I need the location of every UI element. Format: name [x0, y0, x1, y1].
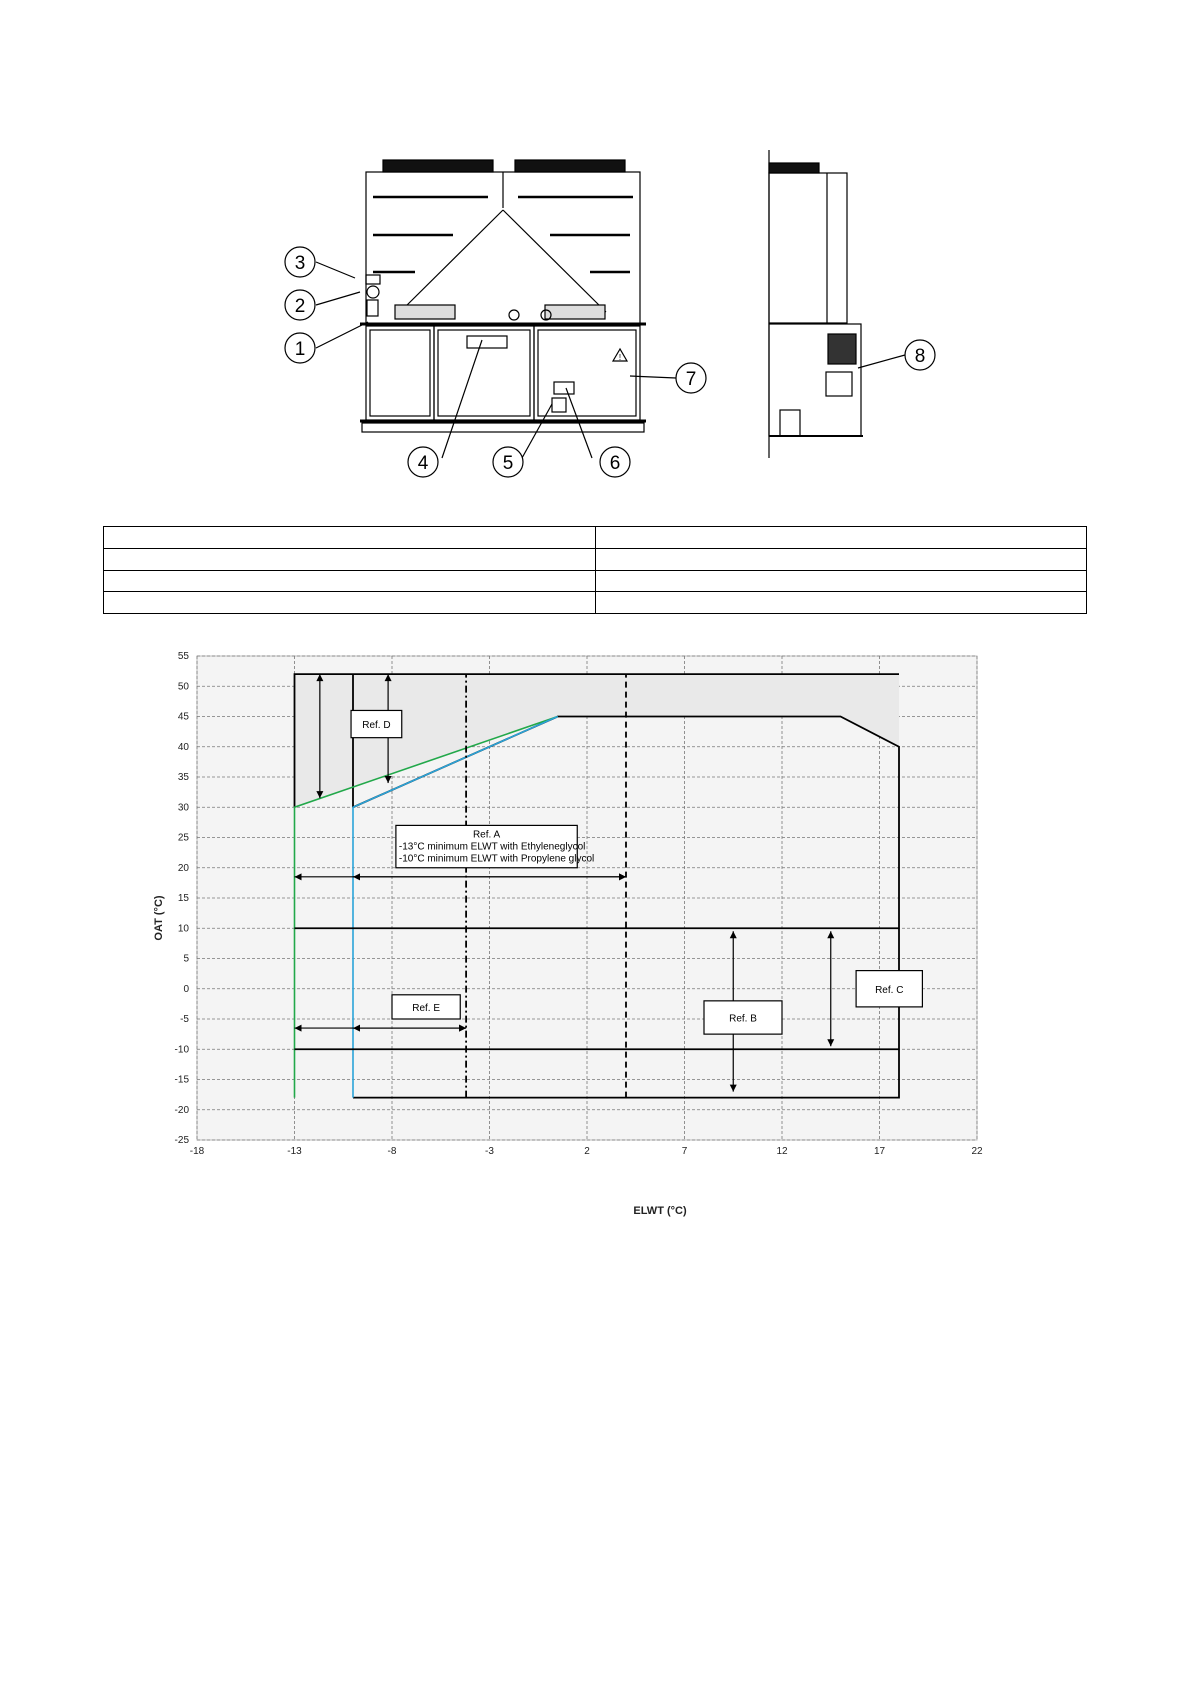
ref-label: Ref. B — [729, 1013, 757, 1025]
y-tick-label: 55 — [177, 651, 189, 662]
ref-label: Ref. D — [362, 720, 391, 732]
y-tick-label: 0 — [183, 983, 189, 995]
ref-label: -13°C minimum ELWT with Ethyleneglycol — [398, 841, 586, 853]
y-tick-label: -20 — [174, 1104, 189, 1116]
svg-text:3: 3 — [294, 253, 306, 274]
fan-left — [383, 160, 493, 172]
callout-6 — [600, 447, 630, 477]
table-cell — [595, 527, 1087, 549]
y-tick-label: -15 — [174, 1074, 189, 1086]
y-tick-label: 40 — [177, 741, 189, 753]
callout-3 — [285, 247, 315, 277]
x-axis-title: ELWT (°C) — [633, 1205, 687, 1217]
x-tick-label: -8 — [387, 1146, 397, 1157]
warning-icon — [613, 349, 627, 362]
x-tick-label: 17 — [873, 1146, 886, 1157]
callout-4 — [408, 447, 438, 477]
callout-1 — [285, 333, 315, 363]
svg-text:7: 7 — [685, 369, 697, 390]
table-cell — [595, 592, 1087, 614]
fan-right — [515, 160, 625, 172]
svg-text:5: 5 — [502, 453, 514, 474]
y-axis-title: OAT (°C) — [153, 895, 165, 941]
y-tick-label: 30 — [177, 802, 189, 814]
unit-drawing — [0, 0, 1190, 480]
svg-text:8: 8 — [914, 346, 926, 367]
y-tick-label: -25 — [174, 1135, 189, 1146]
table-row — [104, 548, 1087, 570]
y-tick-label: -5 — [180, 1014, 189, 1025]
svg-text:4: 4 — [417, 453, 429, 474]
ref-label: -10°C minimum ELWT with Propylene glycol — [398, 853, 595, 865]
table-cell — [595, 570, 1087, 592]
component-table — [103, 526, 1087, 614]
svg-text:1: 1 — [294, 339, 306, 360]
svg-text:!: ! — [618, 353, 622, 362]
table-cell — [104, 570, 596, 592]
side-view — [769, 150, 905, 458]
table-row — [104, 570, 1087, 592]
table-cell — [595, 548, 1087, 570]
callout-8 — [905, 340, 935, 370]
ref-label: Ref. C — [875, 984, 904, 996]
x-tick-label: 2 — [584, 1146, 590, 1157]
x-tick-label: -18 — [189, 1146, 205, 1157]
y-tick-label: -10 — [174, 1044, 189, 1056]
callout-7 — [676, 363, 706, 393]
y-tick-label: 10 — [177, 923, 189, 935]
svg-text:2: 2 — [294, 296, 306, 317]
x-tick-label: 7 — [681, 1146, 688, 1157]
table-cell — [104, 527, 596, 549]
operating-envelope-chart — [140, 648, 1060, 1224]
x-tick-label: 12 — [776, 1146, 788, 1157]
table-cell — [104, 548, 596, 570]
y-tick-label: 15 — [177, 893, 189, 904]
table-row — [104, 592, 1087, 614]
y-tick-label: 35 — [177, 772, 189, 783]
table-cell — [104, 592, 596, 614]
x-tick-label: 22 — [971, 1146, 983, 1157]
ref-label: Ref. A — [472, 829, 501, 841]
y-tick-label: 45 — [177, 711, 189, 723]
y-tick-label: 5 — [183, 953, 189, 965]
callout-2 — [285, 290, 315, 320]
front-view — [316, 160, 676, 458]
table-row — [104, 527, 1087, 549]
callout-5 — [493, 447, 523, 477]
svg-text:6: 6 — [609, 453, 621, 474]
x-tick-label: -13 — [287, 1146, 302, 1157]
y-tick-label: 20 — [177, 862, 189, 874]
y-tick-label: 50 — [177, 681, 189, 693]
y-tick-label: 25 — [177, 832, 189, 844]
x-tick-label: -3 — [485, 1146, 494, 1157]
ref-label: Ref. E — [412, 1002, 441, 1014]
